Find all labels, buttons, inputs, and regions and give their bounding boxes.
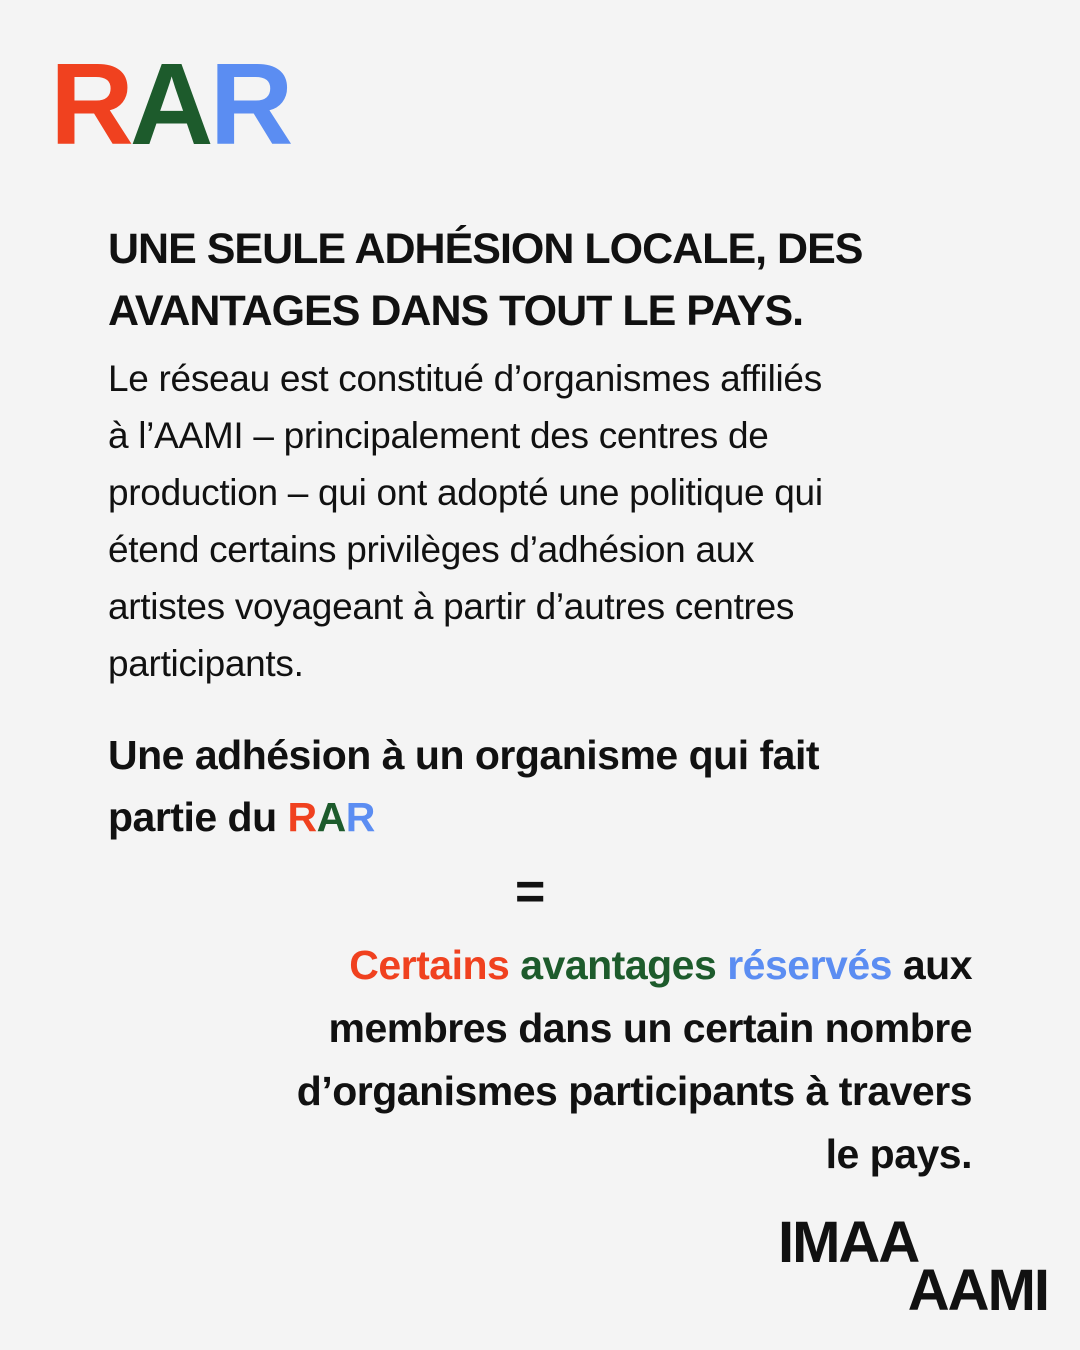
benefits-statement: [112, 934, 972, 1186]
brand-imaa: IMAA: [778, 1210, 919, 1275]
headline: [108, 218, 988, 342]
brand-aami: AAMI: [907, 1258, 1048, 1323]
rar-logo-letter-r: R: [50, 39, 130, 169]
body-line-6: participants.: [108, 643, 304, 684]
benefits-word-certains: Certains: [349, 942, 510, 988]
benefits-line-3: d’organismes participants à travers: [296, 1068, 972, 1114]
statement-line-1: Une adhésion à un organisme qui fait: [108, 732, 819, 778]
benefits-line-4: le pays.: [825, 1131, 972, 1177]
statement-line-2: partie du: [108, 794, 288, 840]
rar-logo-letter-a: A: [129, 39, 210, 169]
body-line-4: étend certains privilèges d’adhésion aux: [108, 529, 755, 570]
equals-sign: =: [515, 863, 546, 921]
statement-rar-a: A: [316, 794, 346, 840]
rar-logo: [50, 39, 290, 169]
headline-line-2: AVANTAGES DANS TOUT LE PAYS.: [108, 287, 804, 335]
body-line-5: artistes voyageant à partir d’autres centres: [108, 586, 795, 627]
body-paragraph: [108, 350, 988, 692]
headline-line-1: UNE SEULE ADHÉSION LOCALE, DES: [108, 225, 863, 273]
membership-statement: [108, 724, 988, 848]
body-line-1: Le réseau est constitué d’organismes affiliés: [108, 358, 822, 399]
body-line-2: à l’AAMI – principalement des centres de: [108, 415, 769, 456]
benefits-word-avantages: avantages: [520, 942, 717, 988]
benefits-word-aux: aux: [902, 942, 972, 988]
statement-rar-r: R: [287, 794, 317, 840]
imaa-aami-logo: [778, 1210, 1048, 1323]
rar-logo-letter-r2: R: [209, 39, 290, 169]
benefits-line-2: membres dans un certain nombre: [328, 1005, 972, 1051]
body-line-3: production – qui ont adopté une politique qui: [108, 472, 823, 513]
statement-rar-r2: R: [345, 794, 375, 840]
benefits-word-reserves: réservés: [727, 942, 892, 988]
